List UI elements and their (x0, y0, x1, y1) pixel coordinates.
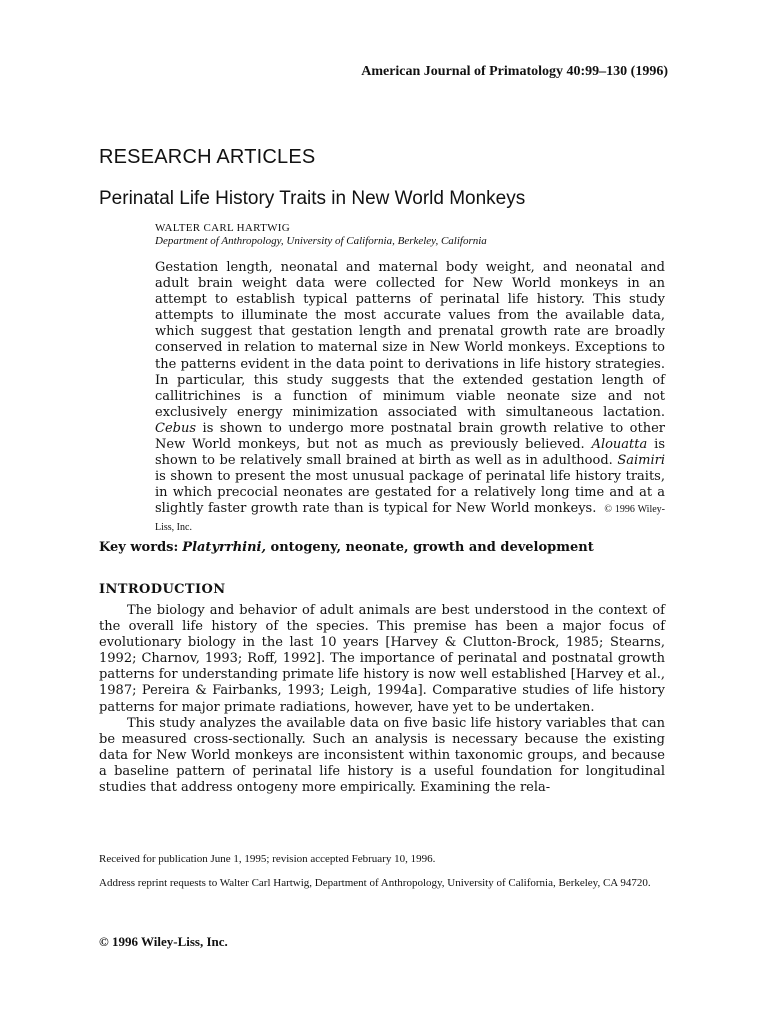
abstract-copyright: © 1996 Wiley-Liss, Inc. (155, 504, 665, 533)
article-title: Perinatal Life History Traits in New World Monkeys (99, 188, 526, 209)
introduction-paragraph-2: This study analyzes the available data on five basic life history variables that can be measured cross-sectionally. Such an analysis is necessary because the existing data for New World monkeys are inconsistent within taxonomic groups, and because a baseline pattern of perinatal life history is a useful foundation for longitudinal studies that address ontogeny more empirically. Examining the rela- (99, 715, 665, 796)
keywords-rest: ontogeny, neonate, growth and development (266, 540, 594, 555)
abstract-text-2: is shown to undergo more postnatal brain growth relative to other New World monkeys, but not as much as previously believed. (155, 420, 665, 453)
introduction-heading: INTRODUCTION (99, 582, 226, 597)
abstract-alouatta: Alouatta (591, 437, 648, 453)
introduction-paragraph-1: The biology and behavior of adult animals are best understood in the context of the overall life history of the species. This premise has been a major focus of evolutionary biology in the last 10 years [Harvey & Clutton-Brock, 1985; Stearns, 1992; Charnov, 1993; Roff, 1992]. The importance of perinatal and postnatal growth patterns for understanding primate life history is now well established [Harvey et al., 1987; Pereira & Fairbanks, 1993; Leigh, 1994a]. Comparative studies of life history patterns for major primate radiations, however, have yet to be undertaken. (99, 603, 665, 715)
abstract-text-4: is shown to present the most unusual package of perinatal life history traits, in which precocial neonates are gestated for a relatively long time and at a slightly faster growth rate than is typical for New World monkeys. (155, 469, 665, 517)
abstract-cebus: Cebus (155, 420, 197, 436)
abstract-text-1: Gestation length, neonatal and maternal body weight, and neonatal and adult brain weight data were collected for New World monkeys in an attempt to establish typical patterns of perinatal life history. This study attempts to illuminate the most accurate values from the available data, which suggest that gestation length and prenatal growth rate are broadly conserved in relation to maternal size in New World monkeys. Exceptions to the patterns evident in the data point to derivations in life history strategies. In particular, this study suggests that the extended gestation length of callitrichines is a function of minimum viable neonate size and not exclusively energy minimization associated with simultaneous lactation. (155, 260, 665, 420)
journal-header: American Journal of Primatology 40:99–130 (1996) (361, 64, 668, 79)
section-title: RESEARCH ARTICLES (99, 146, 316, 168)
received-footnote: Received for publication June 1, 1995; revision accepted February 10, 1996. (99, 853, 436, 865)
author-name: WALTER CARL HARTWIG (155, 222, 290, 234)
introduction-body (99, 603, 665, 796)
keywords-label: Key words: (99, 540, 179, 555)
keywords-italic-term: Platyrrhini, (182, 540, 266, 555)
abstract (155, 260, 665, 536)
author-affiliation: Department of Anthropology, University of California, Berkeley, California (155, 235, 487, 247)
abstract-text-3: is shown to be relatively small brained at birth as well as in adulthood. (155, 437, 665, 469)
keywords (99, 540, 594, 555)
abstract-saimiri: Saimiri (617, 453, 665, 469)
address-footnote: Address reprint requests to Walter Carl Hartwig, Department of Anthropology, University of California, Berkeley, CA 94720. (99, 877, 651, 889)
footer-copyright: © 1996 Wiley-Liss, Inc. (99, 934, 228, 949)
